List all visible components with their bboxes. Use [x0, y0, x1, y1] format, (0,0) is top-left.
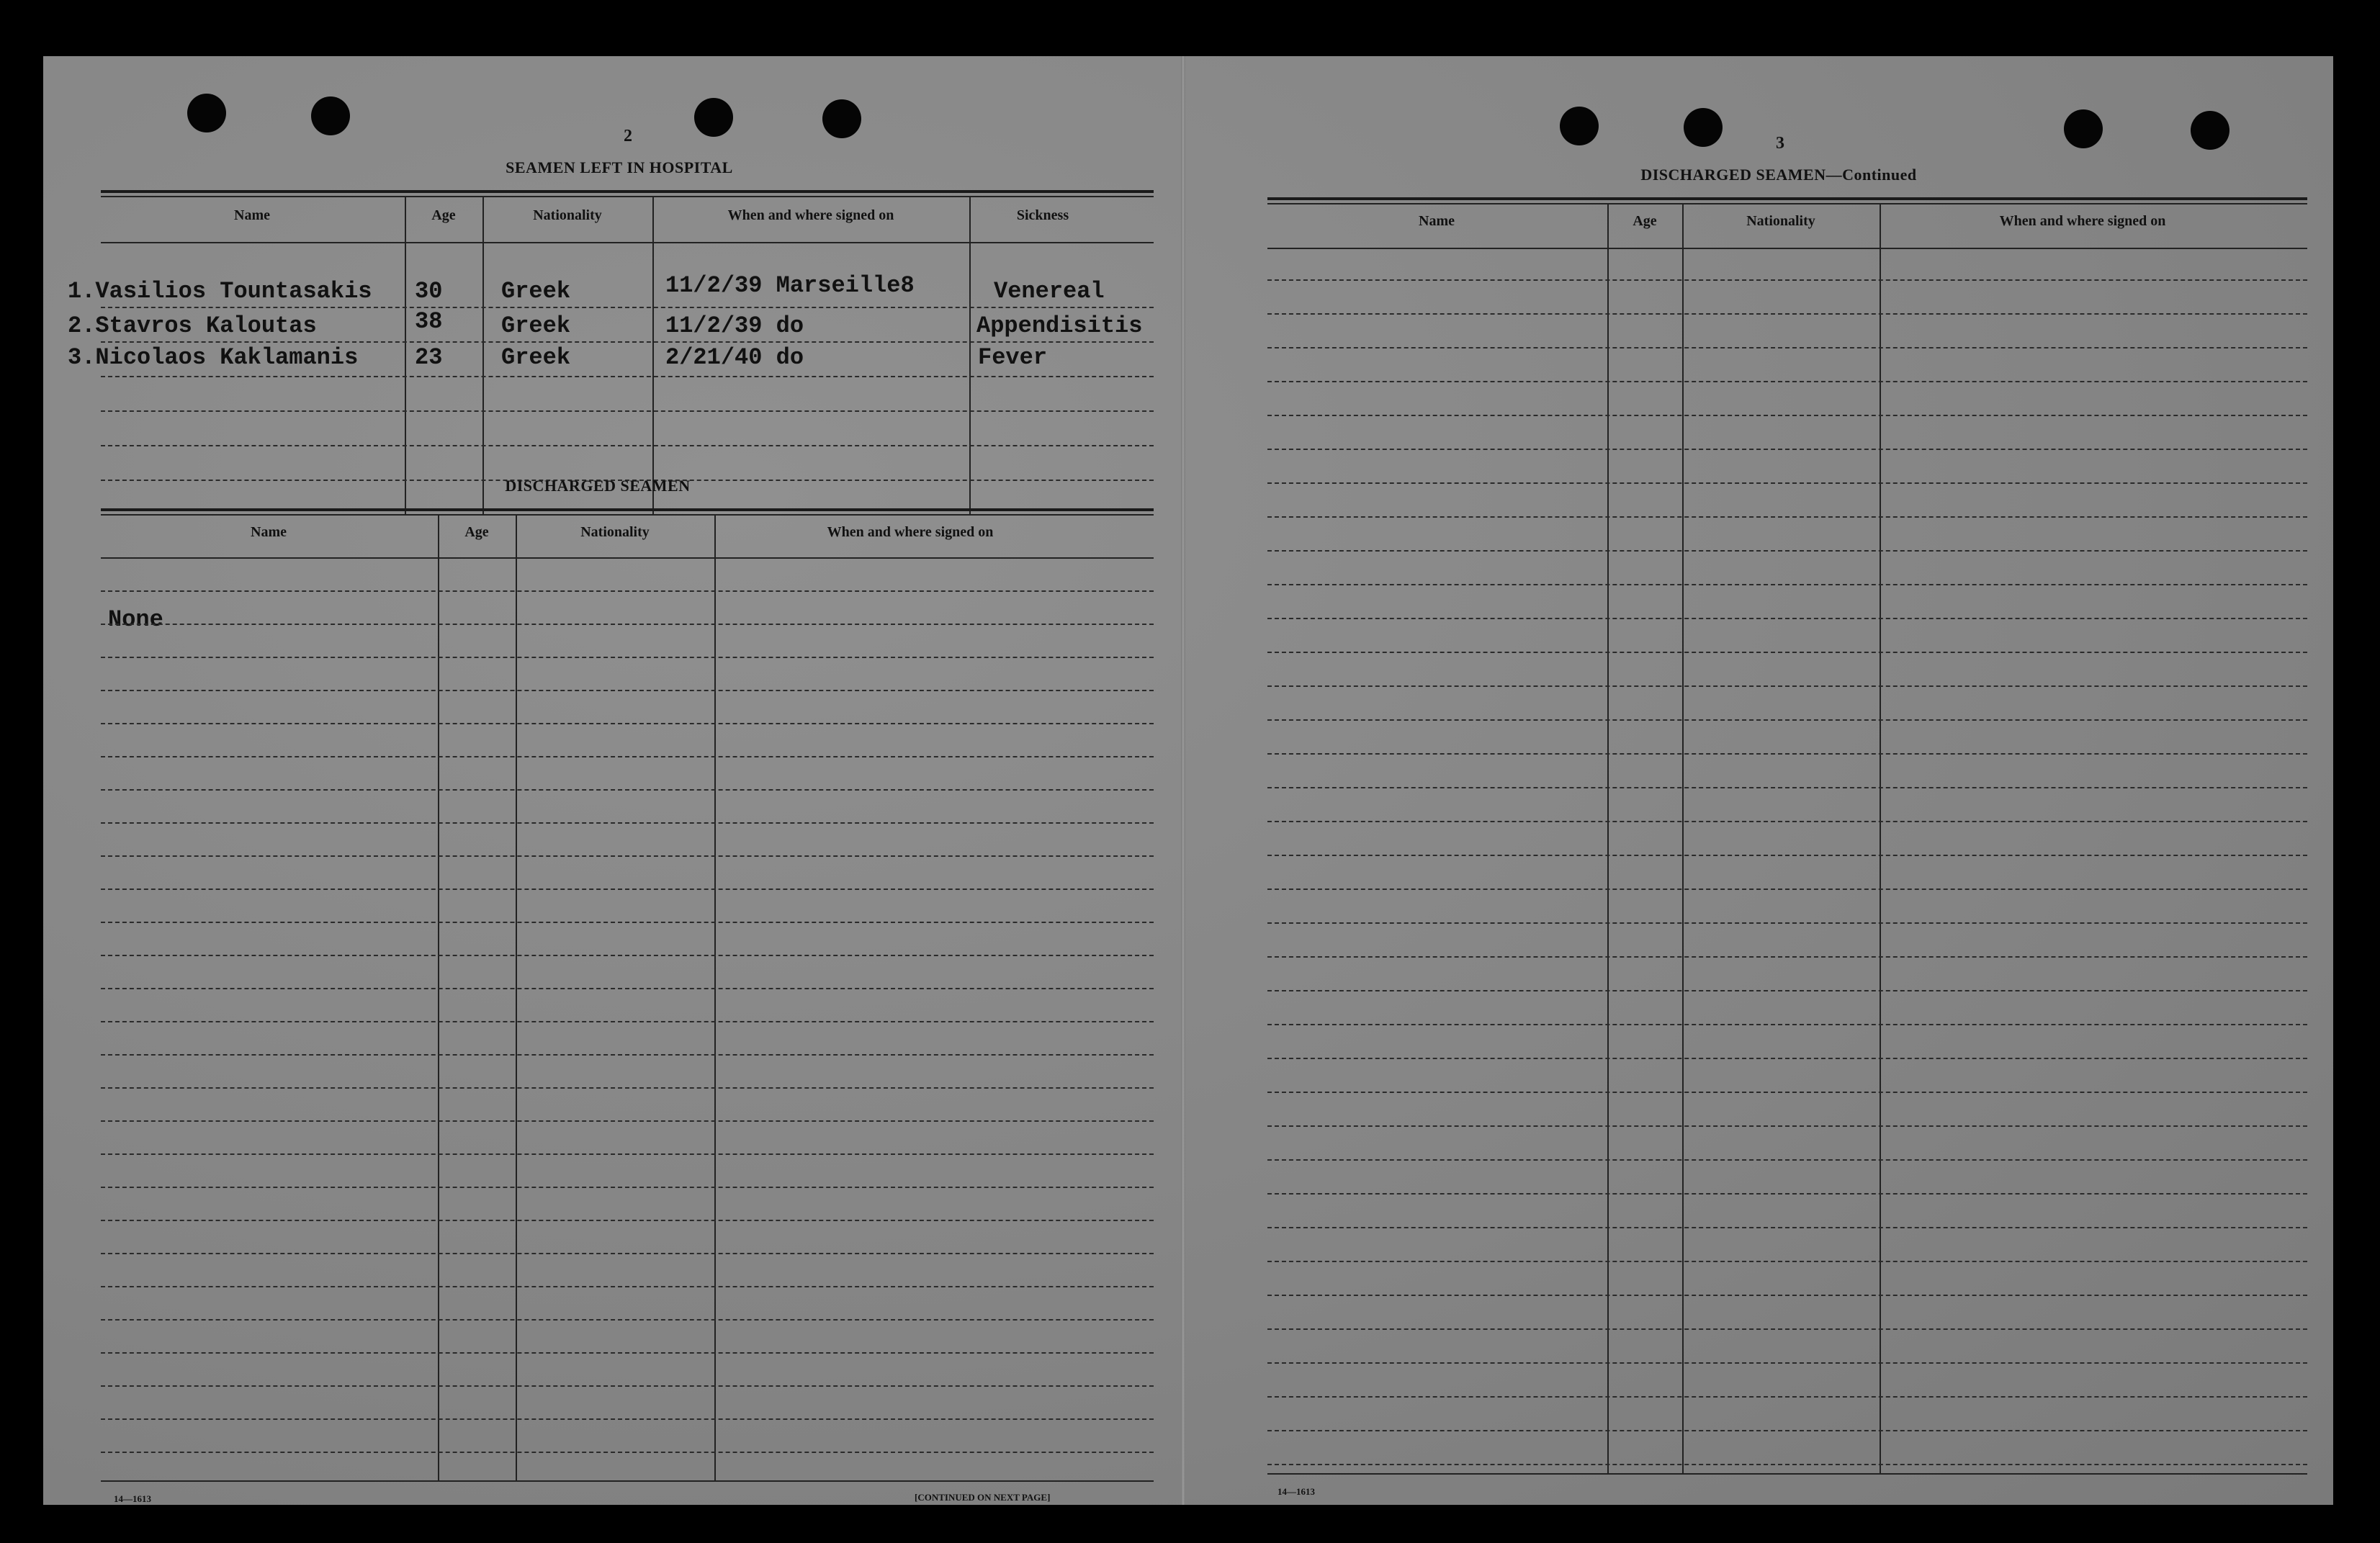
row-line: [101, 988, 1154, 989]
row-line: [1267, 313, 2307, 315]
row-line: [1267, 381, 2307, 382]
row-line: [1267, 279, 2307, 281]
hospital-row-1-age: 30: [415, 278, 443, 305]
row-line: [1267, 889, 2307, 890]
row-line: [1267, 1362, 2307, 1364]
row-line: [1267, 1058, 2307, 1059]
row-line: [101, 1187, 1154, 1188]
table-rule: [1267, 203, 2307, 204]
row-line: [1267, 956, 2307, 958]
column-header-age: Age: [1633, 213, 1657, 229]
punch-hole: [2191, 111, 2229, 150]
table-rule: [101, 514, 1154, 516]
row-line: [1267, 1159, 2307, 1161]
column-header-name: Name: [1419, 213, 1455, 229]
hospital-row-2-name: 2.Stavros Kaloutas: [68, 312, 317, 339]
row-line: [101, 1253, 1154, 1254]
row-line: [1267, 821, 2307, 822]
row-line: [101, 1452, 1154, 1453]
hospital-row-1-name: 1.Vasilios Tountasakis: [68, 278, 372, 305]
document-sheet: [43, 56, 2333, 1505]
column-header-sickness: Sickness: [1016, 207, 1069, 223]
row-line: [1267, 719, 2307, 721]
punch-hole: [187, 94, 226, 132]
form-number: 14—1613: [114, 1493, 151, 1504]
hospital-row-1-sickness: Venereal: [994, 278, 1105, 305]
row-line: [1267, 753, 2307, 755]
row-line: [1267, 922, 2307, 924]
row-line: [101, 1319, 1154, 1321]
column-header-signed-on: When and where signed on: [727, 207, 894, 223]
column-divider: [1607, 204, 1609, 1475]
table-rule: [101, 508, 1154, 511]
header-rule: [101, 557, 1154, 559]
continued-note: [CONTINUED ON NEXT PAGE]: [915, 1492, 1051, 1503]
row-line: [101, 889, 1154, 890]
page-number: 2: [624, 127, 632, 145]
hospital-heading: SEAMEN LEFT IN HOSPITAL: [506, 158, 733, 176]
column-divider: [652, 197, 654, 516]
row-line: [1267, 516, 2307, 518]
column-divider: [1682, 204, 1684, 1475]
table-rule: [1267, 197, 2307, 200]
hospital-row-2-nationality: Greek: [501, 312, 571, 339]
table-rule: [101, 196, 1154, 197]
row-line: [1267, 1295, 2307, 1296]
row-line: [101, 690, 1154, 691]
punch-hole: [694, 98, 733, 137]
punch-hole: [1560, 107, 1599, 145]
row-line: [1267, 685, 2307, 687]
row-line: [1267, 1024, 2307, 1025]
row-line: [1267, 1261, 2307, 1262]
row-line: [1267, 347, 2307, 348]
row-line: [1267, 1227, 2307, 1228]
row-line: [101, 590, 1154, 592]
row-line: [1267, 1092, 2307, 1093]
row-line: [101, 756, 1154, 757]
row-line: [101, 624, 1154, 625]
header-rule: [101, 242, 1154, 243]
column-divider: [1880, 204, 1881, 1475]
row-line: [101, 1385, 1154, 1387]
row-line: [101, 789, 1154, 791]
row-line: [101, 922, 1154, 923]
row-line: [1267, 1125, 2307, 1127]
row-line: [101, 657, 1154, 658]
column-header-name: Name: [251, 524, 287, 540]
row-line: [101, 1418, 1154, 1420]
row-line: [1267, 1430, 2307, 1431]
punch-hole: [1684, 108, 1723, 147]
row-line: [1267, 1193, 2307, 1195]
discharged-heading: DISCHARGED SEAMEN: [505, 477, 691, 495]
row-line: [101, 1153, 1154, 1155]
row-line: [101, 1054, 1154, 1056]
row-line: [101, 1120, 1154, 1122]
row-line: [1267, 482, 2307, 484]
column-divider: [714, 516, 716, 1482]
hospital-row-3-sickness: Fever: [978, 344, 1048, 371]
row-line: [1267, 618, 2307, 619]
punch-hole: [822, 99, 861, 138]
row-line: [1267, 584, 2307, 585]
column-header-age: Age: [464, 524, 489, 540]
column-divider: [405, 197, 406, 516]
row-line: [101, 410, 1154, 412]
row-line: [101, 1220, 1154, 1221]
column-header-name: Name: [234, 207, 270, 223]
row-line: [101, 341, 1154, 343]
row-line: [101, 1286, 1154, 1287]
row-line: [1267, 1328, 2307, 1330]
hospital-row-3-age: 23: [415, 344, 443, 371]
discharged-continued-heading: DISCHARGED SEAMEN—Continued: [1640, 166, 1917, 184]
row-line: [101, 822, 1154, 824]
row-line: [101, 307, 1154, 308]
discharged-none: None: [108, 606, 163, 633]
hospital-row-2-signed-on: 11/2/39 do: [665, 312, 804, 339]
table-rule: [101, 190, 1154, 193]
row-line: [1267, 1464, 2307, 1465]
row-line: [1267, 1396, 2307, 1398]
row-line: [101, 855, 1154, 857]
column-header-age: Age: [431, 207, 456, 223]
row-line: [101, 1021, 1154, 1022]
hospital-row-1-nationality: Greek: [501, 278, 571, 305]
row-line: [1267, 787, 2307, 788]
row-line: [1267, 652, 2307, 653]
hospital-row-3-signed-on: 2/21/40 do: [665, 344, 804, 371]
column-header-signed-on: When and where signed on: [1999, 213, 2166, 229]
column-divider: [969, 197, 971, 516]
column-header-signed-on: When and where signed on: [827, 524, 994, 540]
page-number: 3: [1776, 134, 1784, 153]
row-line: [1267, 855, 2307, 856]
row-line: [1267, 550, 2307, 552]
column-header-nationality: Nationality: [1746, 213, 1815, 229]
header-rule: [1267, 248, 2307, 249]
row-line: [101, 376, 1154, 377]
punch-hole: [311, 96, 350, 135]
row-line: [101, 1087, 1154, 1089]
row-line: [1267, 449, 2307, 450]
row-line: [101, 445, 1154, 446]
hospital-row-1-signed-on: 11/2/39 Marseille8: [665, 272, 915, 299]
punch-hole: [2064, 109, 2103, 148]
row-line: [101, 723, 1154, 724]
column-header-nationality: Nationality: [580, 524, 650, 540]
table-bottom-rule: [1267, 1473, 2307, 1475]
form-number: 14—1613: [1277, 1486, 1315, 1497]
column-header-nationality: Nationality: [533, 207, 602, 223]
column-divider: [516, 516, 517, 1482]
row-line: [101, 955, 1154, 956]
row-line: [101, 1352, 1154, 1354]
column-divider: [482, 197, 484, 516]
hospital-row-2-age: 38: [415, 308, 443, 335]
row-line: [1267, 415, 2307, 416]
page-fold: [1181, 56, 1185, 1505]
column-divider: [438, 516, 439, 1482]
hospital-row-3-name: 3.Nicolaos Kaklamanis: [68, 344, 359, 371]
hospital-row-3-nationality: Greek: [501, 344, 571, 371]
row-line: [1267, 990, 2307, 991]
table-bottom-rule: [101, 1480, 1154, 1482]
hospital-row-2-sickness: Appendisitis: [976, 312, 1143, 339]
